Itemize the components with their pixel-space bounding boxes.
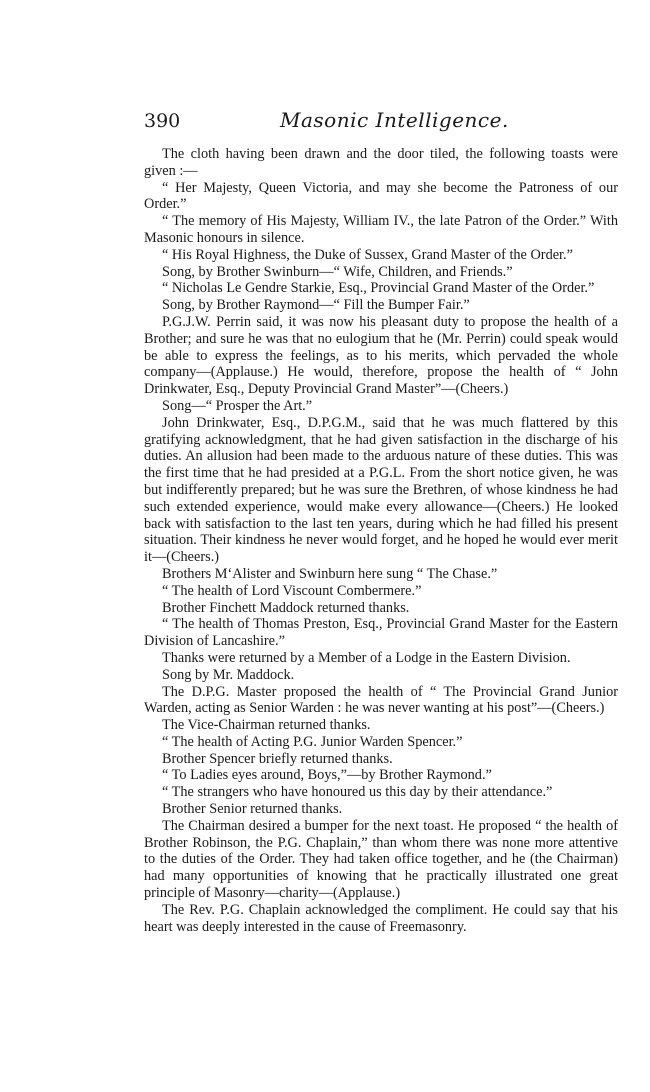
paragraph: “ The health of Thomas Preston, Esq., Provincial Grand Master for the Eastern Division of Lancashire.”: [144, 616, 618, 650]
paragraph: The Vice-Chairman returned thanks.: [162, 717, 371, 734]
paragraph: “ Her Majesty, Queen Victoria, and may she become the Patroness of our Order.”: [144, 179, 618, 213]
running-title: Masonic Intelligence.: [280, 108, 509, 132]
page-header: [144, 108, 618, 138]
paragraph: Thanks were returned by a Member of a Lodge in the Eastern Division.: [162, 649, 571, 666]
paragraph: “ The health of Lord Viscount Combermere.”: [162, 582, 422, 599]
paragraph: “ The health of Acting P.G. Junior Warden Spencer.”: [162, 733, 463, 750]
paragraph: Song—“ Prosper the Art.”: [162, 397, 313, 414]
paragraph: John Drinkwater, Esq., D.P.G.M., said that he was much flattered by this gratifying acknowledgment, that he had given satisfaction in the discharge of his duties. An allusion had been made to the arduous nature of these duties. This was the first time that he had presided at a P.G.L. From the short notice given, he was but indifferently prepared; but he was sure the Brethren, of whose kindness he had such extended experience, would make every allowance—(Cheers.) He looked back with satisfaction to the last ten years, during which he had filled his present situation. Their kindness he never would forget, and he hoped he would ever merit it—(Cheers.): [144, 414, 618, 566]
page-number: 390: [144, 110, 181, 132]
paragraph: “ To Ladies eyes around, Boys,”—by Brother Raymond.”: [162, 767, 492, 784]
paragraph: “ The memory of His Majesty, William IV., the late Patron of the Order.” With Masonic honours in silence.: [144, 213, 618, 246]
paragraph: P.G.J.W. Perrin said, it was now his pleasant duty to propose the health of a Brother; and sure he was that no eulogium that he (Mr. Perrin) could speak would be able to express the feelings, as to his merits, which pervaded the whole company—(Applause.) He would, therefore, propose the health of “ John Drinkwater, Esq., Deputy Provincial Grand Master”—(Cheers.): [144, 313, 618, 398]
paragraph: “ Nicholas Le Gendre Starkie, Esq., Provincial Grand Master of the Order.”: [162, 280, 595, 297]
paragraph: Song, by Brother Swinburn—“ Wife, Children, and Friends.”: [162, 263, 513, 280]
paragraph: “ The strangers who have honoured us this day by their attendance.”: [162, 784, 553, 801]
paragraph: Brothers M‘Alister and Swinburn here sung “ The Chase.”: [162, 565, 498, 582]
paragraph: Brother Finchett Maddock returned thanks.: [162, 599, 410, 616]
paragraph: The D.P.G. Master proposed the health of “ The Provincial Grand Junior Warden, acting as Senior Warden : he was never wanting at his post”—(Cheers.): [144, 683, 618, 717]
paragraph: “ His Royal Highness, the Duke of Sussex, Grand Master of the Order.”: [162, 246, 573, 263]
article-body: [144, 146, 618, 935]
paragraph: Song, by Brother Raymond—“ Fill the Bumper Fair.”: [162, 297, 470, 314]
paragraph: The cloth having been drawn and the door tiled, the following toasts were given :—: [144, 146, 618, 179]
paragraph: Brother Senior returned thanks.: [162, 801, 343, 818]
paragraph: The Rev. P.G. Chaplain acknowledged the compliment. He could say that his heart was deeply interested in the cause of Freemasonry.: [144, 901, 618, 935]
paragraph: The Chairman desired a bumper for the next toast. He proposed “ the health of Brother Robinson, the P.G. Chaplain,” than whom there was none more attentive to the duties of the Order. They had taken office together, and he (the Chairman) had many opportunities of knowing that he practically illustrated one great principle of Masonry—charity—(Applause.): [144, 817, 618, 902]
paragraph: Song by Mr. Maddock.: [162, 666, 295, 683]
paragraph: Brother Spencer briefly returned thanks.: [162, 750, 393, 767]
